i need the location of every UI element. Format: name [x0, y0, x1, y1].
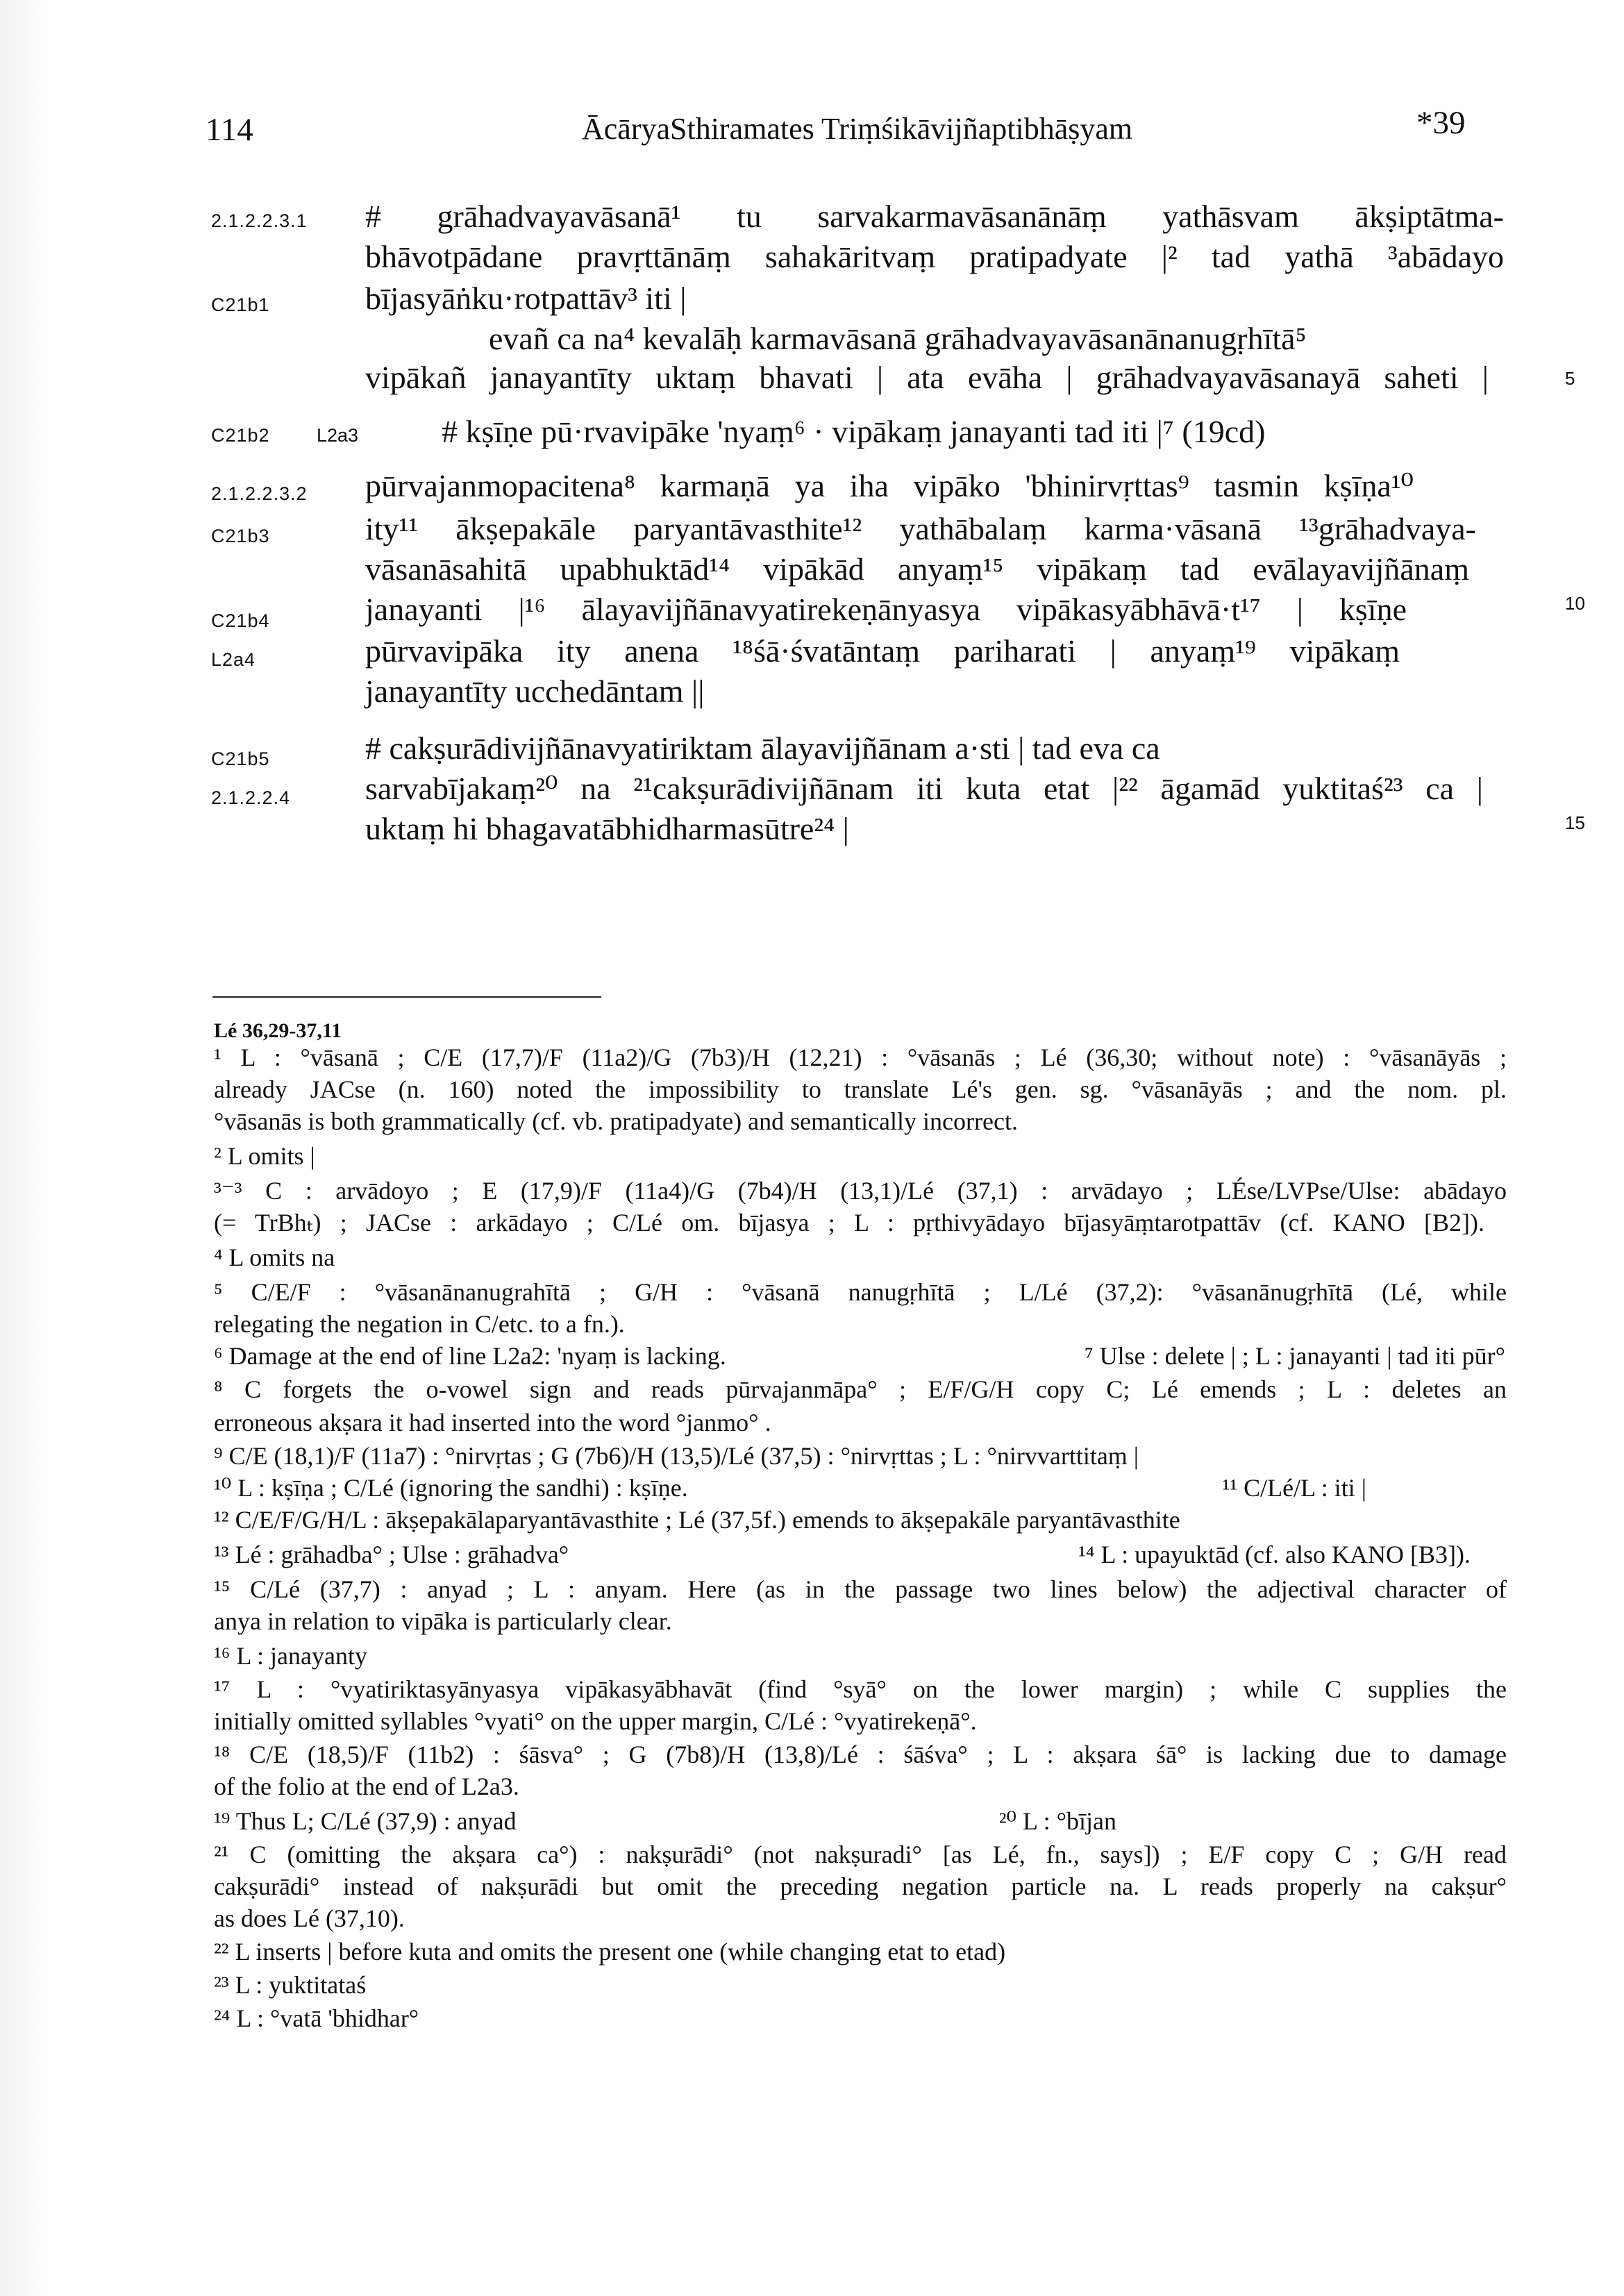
margin-label: 2.1.2.2.3.2 — [211, 483, 308, 504]
margin-label: L2a3 — [317, 425, 359, 446]
footnote: ¹¹ C/Lé/L : iti | — [1222, 1474, 1366, 1502]
footnote: anya in relation to vipāka is particularly clear. — [214, 1607, 672, 1635]
footnote-row — [214, 1340, 1505, 1372]
text-line: # cakṣurādivijñānavyatiriktam ālayavijñānam a·sti | tad eva ca — [365, 730, 1160, 766]
footnote: ⁵ C/E/F : °vāsanānanugrahītā ; G/H : °vāsanā nanugṛhītā ; L/Lé (37,2): °vāsanānugṛhītā (Lé, while — [214, 1278, 1507, 1306]
text-line: pūrvajanmopacitena⁸ karmaṇā ya iha vipāko 'bhinirvṛttas⁹ tasmin kṣīṇa¹⁰ — [365, 468, 1414, 503]
text-line: bhāvotpādane pravṛttānāṃ sahakāritvaṃ pratipadyate |² tad yathā ³abādayo — [365, 239, 1504, 274]
text-line: pūrvavipāka ity anena ¹⁸śā·śvatāntaṃ pariharati | anyaṃ¹⁹ vipākaṃ — [365, 633, 1400, 669]
line-number: 15 — [1565, 812, 1585, 833]
text-line: vipākañ janayantīty uktaṃ bhavati | ata evāha | grāhadvayavāsanayā saheti | — [365, 360, 1489, 395]
footnote-row — [214, 1805, 1116, 1837]
line-number: 5 — [1565, 368, 1575, 389]
footnote: (= TrBhₜ) ; JACse : arkādayo ; C/Lé om. bījasya ; L : pṛthivyādayo bījasyāṃtarotpattāv (cf. KANO [B2]). — [214, 1209, 1484, 1237]
text-line: janayanti |¹⁶ ālayavijñānavyatirekeṇānyasya vipākasyābhāvā·t¹⁷ | kṣīṇe — [365, 592, 1407, 627]
margin-label: C21b4 — [211, 610, 270, 631]
running-title: ĀcāryaSthiramates Triṃśikāvijñaptibhāṣyam — [582, 112, 1133, 146]
footnote: ⁸ C forgets the o-vowel sign and reads pūrvajanmāpa° ; E/F/G/H copy C; Lé emends ; L : deletes an — [214, 1375, 1507, 1403]
footnote: ²⁰ L : °bījan — [998, 1807, 1116, 1835]
margin-label: 2.1.2.2.4 — [211, 787, 291, 808]
footnote: ²¹ C (omitting the akṣara ca°) : nakṣurādi° (not nakṣuradi° [as Lé, fn., says]) ; E/F copy C ; G/H read — [214, 1841, 1507, 1868]
footnote-row — [214, 1472, 1366, 1504]
footnote-row — [214, 1539, 1484, 1570]
footnote: ⁴ L omits na — [214, 1243, 335, 1271]
footnote: ¹⁸ C/E (18,5)/F (11b2) : śāsva° ; G (7b8)/H (13,8)/Lé : śāśva° ; L : akṣara śā° is lacking due to damage — [214, 1741, 1507, 1768]
footnote-divider — [212, 996, 601, 998]
text-line: ity¹¹ ākṣepakāle paryantāvasthite¹² yathābalaṃ karma·vāsanā ¹³grāhadvaya- — [365, 511, 1476, 546]
footnote: ³⁻³ C : arvādoyo ; E (17,9)/F (11a4)/G (7b4)/H (13,1)/Lé (37,1) : arvādayo ; LÉse/LVPse/Ulse: abādayo — [214, 1177, 1507, 1205]
text-line: janayantīty ucchedāntam || — [365, 673, 705, 709]
footnote: ⁹ C/E (18,1)/F (11a7) : °nirvṛtas ; G (7b6)/H (13,5)/Lé (37,5) : °nirvṛttas ; L : °nirvvarttitaṃ | — [214, 1442, 1139, 1470]
footnote: erroneous akṣara it had inserted into the word °janmo° . — [214, 1409, 771, 1436]
footnote: ¹⁹ Thus L; C/Lé (37,9) : anyad — [214, 1807, 517, 1835]
footnote: ² L omits | — [214, 1142, 315, 1170]
footnote: ⁷ Ulse : delete | ; L : janayanti | tad iti pūr° — [1085, 1342, 1505, 1370]
text-line: # grāhadvayavāsanā¹ tu sarvakarmavāsanānāṃ yathāsvam ākṣiptātma- — [365, 199, 1504, 234]
footnote-source-ref: Lé 36,29-37,11 — [214, 1019, 342, 1042]
page-number: 114 — [206, 112, 253, 148]
footnote: ¹³ Lé : grāhadba° ; Ulse : grāhadva° — [214, 1541, 569, 1568]
text-line: sarvabījakaṃ²⁰ na ²¹cakṣurādivijñānam iti kuta etat |²² āgamād yuktitaś²³ ca | — [365, 771, 1483, 806]
footnote: ¹⁴ L : upayuktād (cf. also KANO [B3]). — [1078, 1541, 1471, 1568]
footnote: ¹ L : °vāsanā ; C/E (17,7)/F (11a2)/G (7b3)/H (12,21) : °vāsanās ; Lé (36,30; without note) : °vāsanāyās ; — [214, 1044, 1507, 1071]
footnote: ¹⁵ C/Lé (37,7) : anyad ; L : anyam. Here (as in the passage two lines below) the adjectival character of — [214, 1575, 1507, 1603]
margin-label: 2.1.2.2.3.1 — [211, 210, 308, 231]
text-line: vāsanāsahitā upabhuktād¹⁴ vipākād anyaṃ¹⁵ vipākaṃ tad evālayavijñānaṃ — [365, 551, 1469, 587]
text-line: # kṣīṇe pū·rvavipāke 'nyaṃ⁶ · vipākaṃ janayanti tad iti |⁷ (19cd) — [442, 414, 1266, 449]
footnote: °vāsanās is both grammatically (cf. vb. pratipadyate) and semantically incorrect. — [214, 1107, 1018, 1135]
footnote: ¹⁰ L : kṣīṇa ; C/Lé (ignoring the sandhi) : kṣīṇe. — [214, 1474, 688, 1502]
text-line: uktaṃ hi bhagavatābhidharmasūtre²⁴ | — [365, 811, 849, 846]
footnote: ²⁴ L : °vatā 'bhidhar° — [214, 2004, 419, 2032]
footnote: initially omitted syllables °vyati° on the upper margin, C/Lé : °vyatirekeṇā°. — [214, 1707, 977, 1735]
margin-label: C21b5 — [211, 748, 270, 769]
margin-label: L2a4 — [211, 649, 256, 670]
footnote: ¹² C/E/F/G/H/L : ākṣepakālaparyantāvasthite ; Lé (37,5f.) emends to ākṣepakāle paryantāvasthite — [214, 1506, 1180, 1534]
text-line: evañ ca na⁴ kevalāḥ karmavāsanā grāhadvayavāsanānanugṛhītā⁵ — [489, 321, 1307, 356]
text-line: bījasyāṅku·rotpattāv³ iti | — [365, 280, 687, 316]
footnote: ²³ L : yuktitataś — [214, 1971, 367, 1999]
footnote: relegating the negation in C/etc. to a fn.). — [214, 1310, 625, 1338]
scan-edge — [0, 0, 56, 2296]
footnote: cakṣurādi° instead of nakṣurādi but omit the preceding negation particle na. L reads properly na cakṣur° — [214, 1872, 1507, 1900]
footnote: ¹⁷ L : °vyatiriktasyānyasya vipākasyābhavāt (find °syā° on the lower margin) ; while C supplies the — [214, 1675, 1507, 1703]
margin-label: C21b1 — [211, 294, 270, 315]
margin-label: C21b2 — [211, 425, 270, 446]
section-reference: *39 — [1416, 105, 1466, 141]
footnote: ⁶ Damage at the end of line L2a2: 'nyaṃ is lacking. — [214, 1342, 726, 1370]
footnote: as does Lé (37,10). — [214, 1904, 405, 1932]
footnote: of the folio at the end of L2a3. — [214, 1773, 519, 1800]
footnote: ¹⁶ L : janayanty — [214, 1642, 367, 1670]
footnote: already JACse (n. 160) noted the impossibility to translate Lé's gen. sg. °vāsanāyās ; and the nom. pl. — [214, 1075, 1507, 1103]
line-number: 10 — [1565, 593, 1585, 614]
margin-label: C21b3 — [211, 526, 270, 546]
footnote: ²² L inserts | before kuta and omits the present one (while changing etat to etad) — [214, 1938, 1006, 1966]
